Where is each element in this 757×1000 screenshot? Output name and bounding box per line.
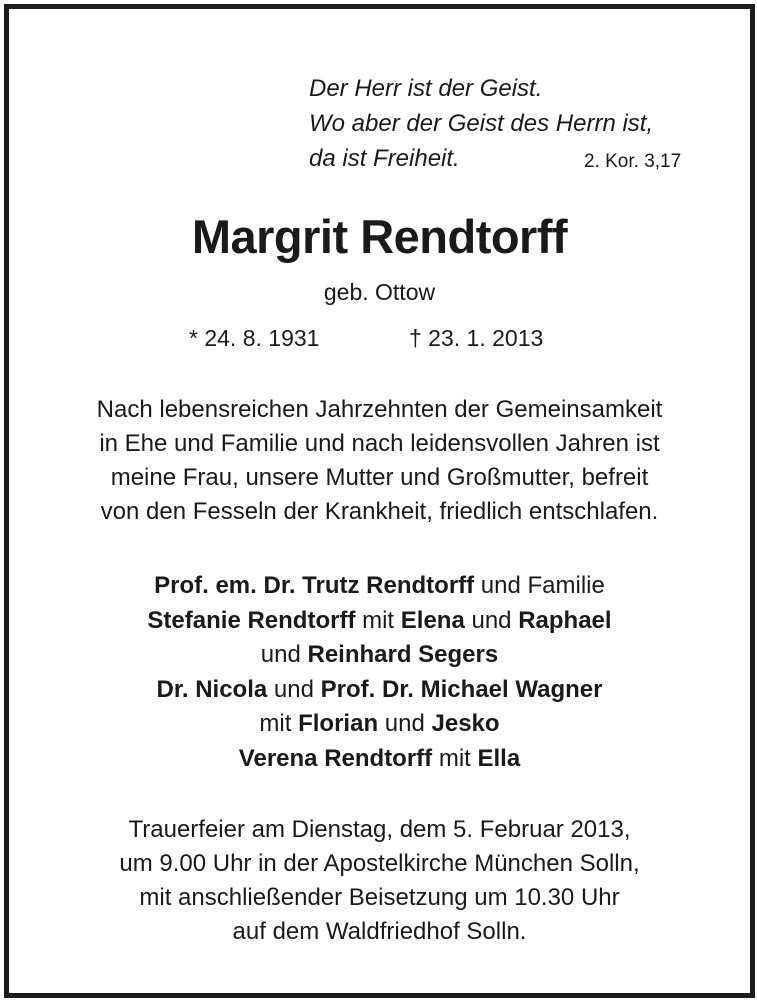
mourner-name: Raphael [518, 606, 612, 634]
connector-text: und [464, 606, 519, 634]
mourner-line [9, 707, 750, 742]
mourner-name: Prof. em. Dr. Trutz Rendtorff [154, 572, 475, 599]
text-line: in Ehe und Familie und nach leidensvollen Jahren ist [99, 430, 660, 457]
connector-text: und [267, 675, 321, 703]
mourners-list [9, 569, 750, 776]
maiden-name: geb. Ottow [323, 279, 436, 305]
mourner-name: Dr. Nicola [156, 675, 268, 703]
mourner-name: Ella [477, 744, 521, 772]
mourner-name: Elena [400, 606, 465, 634]
mourner-line [9, 638, 750, 673]
mourner-line [9, 604, 750, 639]
verse-reference: 2. Kor. 3,17 [584, 151, 682, 172]
connector-text: mit [355, 606, 401, 634]
mourner-name: Stefanie Rendtorff [147, 606, 356, 634]
notice-text [9, 393, 750, 529]
mourner-name: Prof. Dr. Michael Wagner [320, 675, 603, 703]
connector-text: und [378, 710, 432, 737]
verse-line: Wo aber der Geist des Herrn ist, [309, 110, 654, 137]
verse-line: da ist Freiheit. [309, 145, 460, 172]
verse-line: Der Herr ist der Geist. [309, 75, 543, 102]
text-line: Nach lebensreichen Jahrzehnten der Gemeinsamkeit [96, 396, 663, 423]
funeral-line: mit anschließender Beisetzung um 10.30 Uhr [139, 884, 620, 911]
birth-date: * 24. 8. 1931 [189, 325, 320, 351]
connector-text: und [260, 641, 308, 668]
mourner-name: Jesko [431, 710, 500, 737]
funeral-line: auf dem Waldfriedhof Solln. [232, 918, 527, 945]
obituary-notice [9, 9, 750, 993]
mourner-name: Florian [298, 710, 379, 737]
text-line: von den Fesseln der Krankheit, friedlich entschlafen. [100, 498, 659, 525]
mourner-line [9, 673, 750, 708]
mourner-name: Verena Rendtorff [238, 744, 433, 772]
connector-text: und Familie [474, 572, 605, 599]
funeral-line: Trauerfeier am Dienstag, dem 5. Februar 2013, [128, 816, 631, 843]
text-line: meine Frau, unsere Mutter und Großmutter, befreit [110, 464, 649, 491]
mourner-name: Reinhard Segers [307, 641, 499, 668]
funeral-line: um 9.00 Uhr in der Apostelkirche München Solln, [119, 850, 640, 877]
death-date: † 23. 1. 2013 [409, 325, 544, 351]
funeral-details [9, 813, 750, 949]
connector-text: mit [432, 744, 478, 772]
connector-text: mit [259, 710, 299, 737]
notice-border [4, 4, 755, 998]
mourner-line [9, 569, 750, 604]
deceased-name: Margrit Rendtorff [191, 210, 568, 263]
mourner-line [9, 742, 750, 777]
